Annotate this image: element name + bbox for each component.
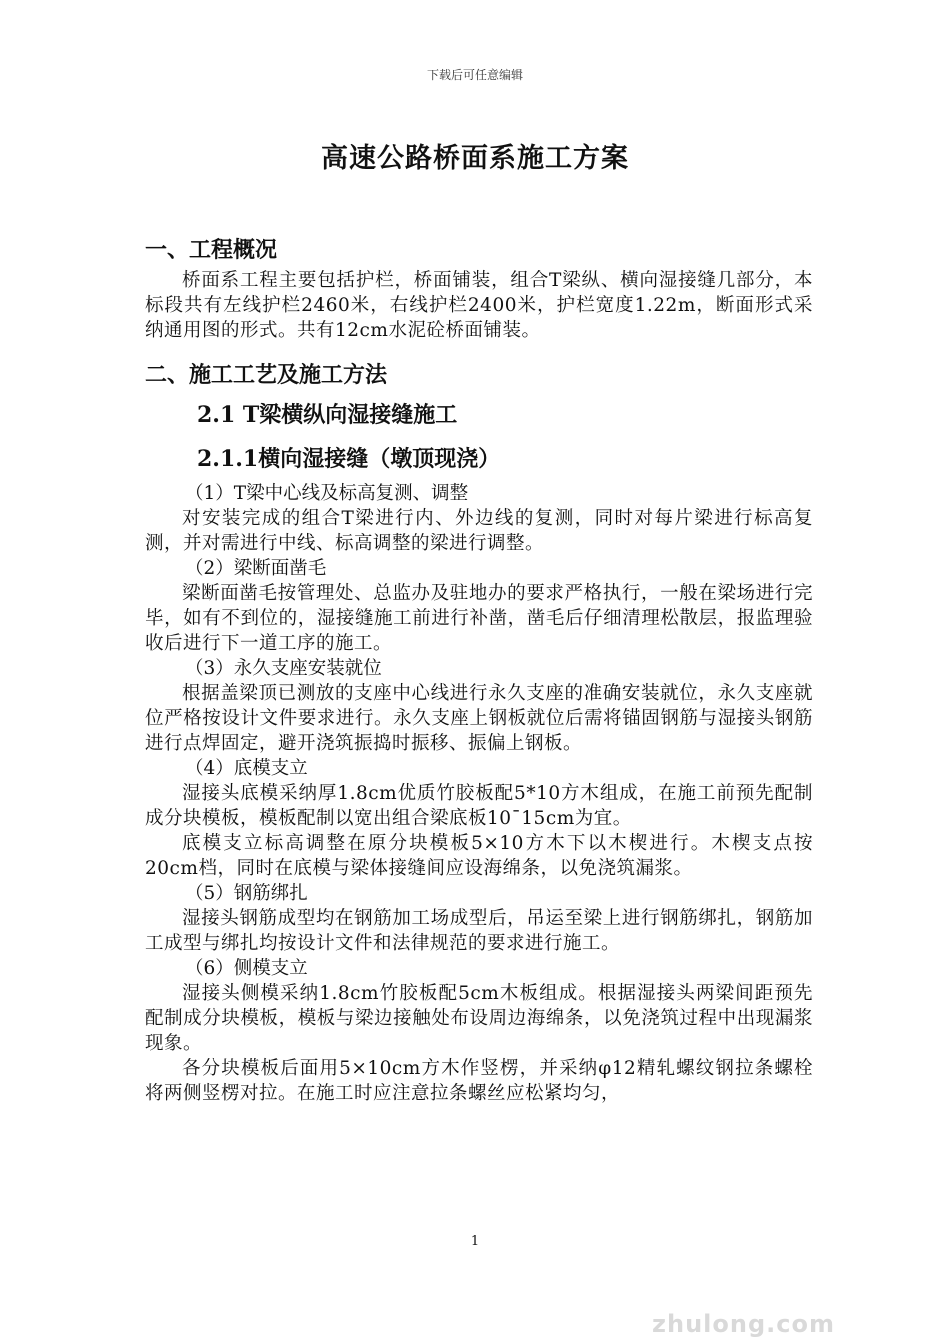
section-heading-overview: 一、工程概况 — [145, 237, 278, 263]
item-paragraph: 梁断面凿毛按管理处、总监办及驻地办的要求严格执行，一般在梁场进行完毕，如有不到位的，湿接缝施工前进行补凿，凿毛后仔细清理松散层，报监理验收后进行下一道工序的施工。 — [145, 583, 813, 654]
item-6 — [145, 956, 813, 1106]
item-1 — [145, 481, 813, 556]
page-number: 1 — [470, 1234, 480, 1249]
item-label: （1）T梁中心线及标高复测、调整 — [185, 483, 469, 504]
item-label: （3）永久支座安装就位 — [185, 658, 382, 679]
document-body — [145, 232, 813, 1106]
item-paragraph: 湿接头钢筋成型均在钢筋加工场成型后，吊运至梁上进行钢筋绑扎，钢筋加工成型与绑扎均按设计文件和法律规范的要求进行施工。 — [145, 908, 813, 954]
item-3 — [145, 656, 813, 756]
subsubsection-heading: 2.1.1横向湿接缝（墩顶现浇） — [197, 446, 501, 472]
subsection-heading: 2.1 T梁横纵向湿接缝施工 — [197, 402, 458, 428]
item-paragraph: 底模支立标高调整在原分块模板5×10方木下以木楔进行。木楔支点按20cm档，同时在底模与梁体接缝间应设海绵条，以免浇筑漏浆。 — [145, 833, 813, 879]
item-label: （4）底模支立 — [185, 758, 308, 779]
item-label: （6）侧模支立 — [185, 958, 308, 979]
item-4 — [145, 756, 813, 881]
item-paragraph: 根据盖梁顶已测放的支座中心线进行永久支座的准确安装就位，永久支座就位严格按设计文件要求进行。永久支座上钢板就位后需将锚固钢筋与湿接头钢筋进行点焊固定，避开浇筑振捣时振移、振偏上钢板。 — [145, 683, 813, 754]
item-paragraph: 对安装完成的组合T梁进行内、外边线的复测，同时对每片梁进行标高复测，并对需进行中线、标高调整的梁进行调整。 — [145, 508, 813, 554]
item-paragraph: 各分块模板后面用5×10cm方木作竖楞，并采纳φ12精轧螺纹钢拉条螺栓将两侧竖楞对拉。在施工时应注意拉条螺丝应松紧均匀， — [145, 1058, 813, 1104]
header-note: 下载后可任意编辑 — [426, 68, 523, 82]
item-5 — [145, 881, 813, 956]
item-label: （5）钢筋绑扎 — [185, 883, 308, 904]
watermark: zhulong.com — [652, 1310, 835, 1338]
document-title: 高速公路桥面系施工方案 — [321, 143, 629, 174]
overview-paragraph: 桥面系工程主要包括护栏，桥面铺装，组合T梁纵、横向湿接缝几部分，本标段共有左线护栏2460米，右线护栏2400米，护栏宽度1.22m，断面形式采纳通用图的形式。共有12cm水泥砼桥面铺装。 — [145, 270, 813, 341]
item-2 — [145, 556, 813, 656]
section-heading-methods: 二、施工工艺及施工方法 — [145, 362, 388, 388]
item-paragraph: 湿接头底模采纳厚1.8cm优质竹胶板配5*10方木组成，在施工前预先配制成分块模板，模板配制以宽出组合梁底板10¯15cm为宜。 — [145, 783, 813, 829]
item-label: （2）梁断面凿毛 — [185, 558, 327, 579]
item-paragraph: 湿接头侧模采纳1.8cm竹胶板配5cm木板组成。根据湿接头两梁间距预先配制成分块模板，模板与梁边接触处布设周边海绵条，以免浇筑过程中出现漏浆现象。 — [145, 983, 813, 1054]
